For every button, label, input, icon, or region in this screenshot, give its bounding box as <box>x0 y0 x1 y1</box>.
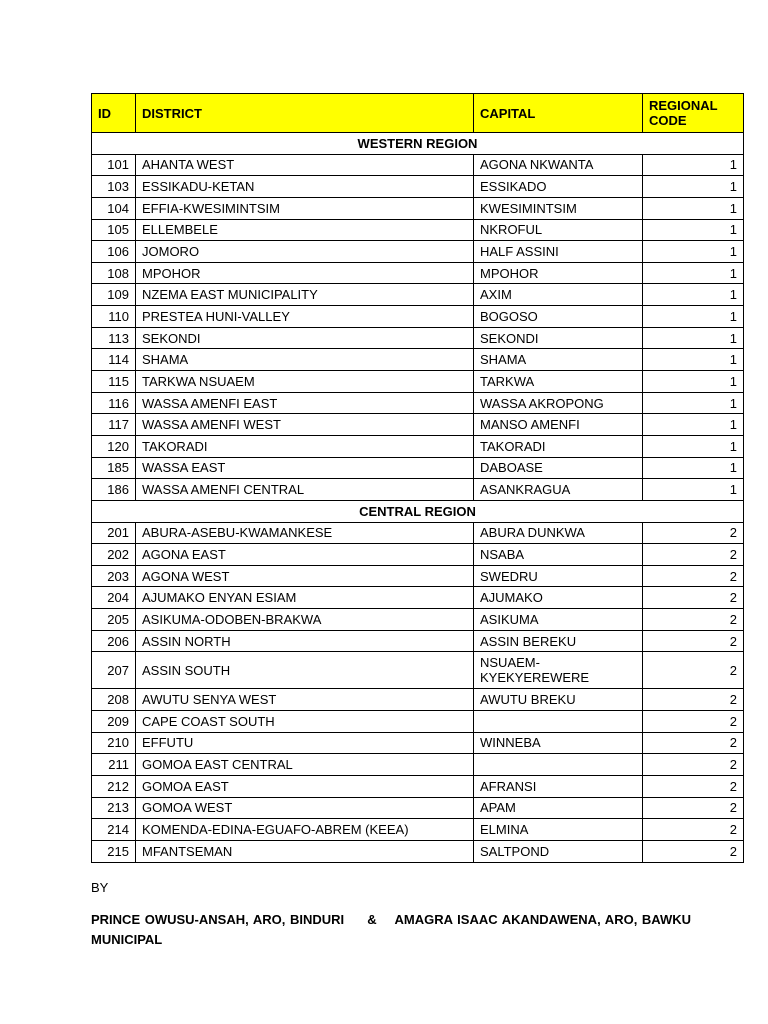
cell-regional-code: 1 <box>643 414 744 436</box>
cell-capital: ASSIN BEREKU <box>474 630 643 652</box>
cell-capital: SEKONDI <box>474 327 643 349</box>
cell-district: MPOHOR <box>136 262 474 284</box>
table-row <box>92 327 744 349</box>
cell-district: AGONA WEST <box>136 565 474 587</box>
cell-id: 202 <box>92 544 136 566</box>
cell-district: TARKWA NSUAEM <box>136 371 474 393</box>
header-regional-code: REGIONAL CODE <box>643 94 744 133</box>
cell-district: KOMENDA-EDINA-EGUAFO-ABREM (KEEA) <box>136 819 474 841</box>
cell-regional-code: 1 <box>643 306 744 328</box>
authors-line: PRINCE OWUSU-ANSAH, ARO, BINDURI & AMAGRA ISAAC AKANDAWENA, ARO, BAWKU MUNICIPAL <box>91 912 696 947</box>
table-row <box>92 544 744 566</box>
cell-regional-code: 2 <box>643 565 744 587</box>
cell-district: CAPE COAST SOUTH <box>136 711 474 733</box>
table-row <box>92 587 744 609</box>
table-row <box>92 457 744 479</box>
cell-district: AGONA EAST <box>136 544 474 566</box>
cell-id: 203 <box>92 565 136 587</box>
region-name: CENTRAL REGION <box>92 500 744 522</box>
cell-regional-code: 2 <box>643 754 744 776</box>
table-row <box>92 630 744 652</box>
cell-regional-code: 2 <box>643 732 744 754</box>
table-row <box>92 711 744 733</box>
cell-regional-code: 2 <box>643 587 744 609</box>
cell-id: 210 <box>92 732 136 754</box>
table-row <box>92 754 744 776</box>
cell-district: PRESTEA HUNI-VALLEY <box>136 306 474 328</box>
table-row <box>92 652 744 689</box>
cell-capital <box>474 754 643 776</box>
cell-district: ESSIKADU-KETAN <box>136 176 474 198</box>
cell-capital: KWESIMINTSIM <box>474 197 643 219</box>
table-row <box>92 732 744 754</box>
cell-regional-code: 2 <box>643 775 744 797</box>
cell-id: 214 <box>92 819 136 841</box>
cell-id: 116 <box>92 392 136 414</box>
cell-capital: ESSIKADO <box>474 176 643 198</box>
table-row <box>92 306 744 328</box>
cell-district: SHAMA <box>136 349 474 371</box>
table-row <box>92 371 744 393</box>
table-row <box>92 435 744 457</box>
cell-regional-code: 1 <box>643 392 744 414</box>
cell-capital: ELMINA <box>474 819 643 841</box>
cell-district: EFFUTU <box>136 732 474 754</box>
cell-regional-code: 1 <box>643 435 744 457</box>
cell-district: GOMOA EAST <box>136 775 474 797</box>
cell-regional-code: 1 <box>643 327 744 349</box>
cell-district: GOMOA EAST CENTRAL <box>136 754 474 776</box>
cell-district: JOMORO <box>136 241 474 263</box>
cell-id: 113 <box>92 327 136 349</box>
cell-capital: SALTPOND <box>474 840 643 862</box>
table-body <box>92 133 744 863</box>
cell-id: 114 <box>92 349 136 371</box>
cell-regional-code: 2 <box>643 711 744 733</box>
header-capital: CAPITAL <box>474 94 643 133</box>
cell-id: 206 <box>92 630 136 652</box>
table-row <box>92 349 744 371</box>
cell-capital: AXIM <box>474 284 643 306</box>
cell-capital: TARKWA <box>474 371 643 393</box>
table-row <box>92 241 744 263</box>
cell-regional-code: 2 <box>643 609 744 631</box>
cell-regional-code: 1 <box>643 371 744 393</box>
cell-regional-code: 2 <box>643 630 744 652</box>
cell-district: TAKORADI <box>136 435 474 457</box>
cell-capital: MANSO AMENFI <box>474 414 643 436</box>
cell-regional-code: 1 <box>643 349 744 371</box>
cell-regional-code: 2 <box>643 689 744 711</box>
cell-id: 106 <box>92 241 136 263</box>
cell-capital: DABOASE <box>474 457 643 479</box>
table-row <box>92 197 744 219</box>
cell-id: 185 <box>92 457 136 479</box>
header-row <box>92 94 744 133</box>
cell-id: 207 <box>92 652 136 689</box>
cell-district: ABURA-ASEBU-KWAMANKESE <box>136 522 474 544</box>
cell-id: 212 <box>92 775 136 797</box>
cell-district: ASSIN NORTH <box>136 630 474 652</box>
table-row <box>92 392 744 414</box>
cell-regional-code: 1 <box>643 176 744 198</box>
table-row <box>92 775 744 797</box>
cell-regional-code: 2 <box>643 840 744 862</box>
cell-id: 110 <box>92 306 136 328</box>
cell-district: AHANTA WEST <box>136 154 474 176</box>
cell-capital: NKROFUL <box>474 219 643 241</box>
cell-district: GOMOA WEST <box>136 797 474 819</box>
cell-id: 211 <box>92 754 136 776</box>
cell-capital: AWUTU BREKU <box>474 689 643 711</box>
cell-district: ASSIN SOUTH <box>136 652 474 689</box>
cell-district: MFANTSEMAN <box>136 840 474 862</box>
table-row <box>92 797 744 819</box>
table-row <box>92 819 744 841</box>
cell-district: AJUMAKO ENYAN ESIAM <box>136 587 474 609</box>
cell-regional-code: 1 <box>643 262 744 284</box>
table-row <box>92 219 744 241</box>
table-row <box>92 154 744 176</box>
cell-regional-code: 2 <box>643 522 744 544</box>
cell-district: WASSA AMENFI CENTRAL <box>136 479 474 501</box>
cell-id: 103 <box>92 176 136 198</box>
cell-id: 204 <box>92 587 136 609</box>
cell-capital: HALF ASSINI <box>474 241 643 263</box>
cell-capital: AFRANSI <box>474 775 643 797</box>
cell-capital: AGONA NKWANTA <box>474 154 643 176</box>
cell-capital: ABURA DUNKWA <box>474 522 643 544</box>
cell-capital: APAM <box>474 797 643 819</box>
cell-regional-code: 2 <box>643 797 744 819</box>
cell-district: ASIKUMA-ODOBEN-BRAKWA <box>136 609 474 631</box>
cell-regional-code: 1 <box>643 154 744 176</box>
table-row <box>92 689 744 711</box>
region-row <box>92 500 744 522</box>
cell-district: WASSA AMENFI WEST <box>136 414 474 436</box>
region-row <box>92 133 744 155</box>
table-row <box>92 609 744 631</box>
cell-id: 213 <box>92 797 136 819</box>
cell-id: 108 <box>92 262 136 284</box>
cell-regional-code: 1 <box>643 197 744 219</box>
cell-id: 208 <box>92 689 136 711</box>
cell-id: 209 <box>92 711 136 733</box>
cell-id: 105 <box>92 219 136 241</box>
districts-table <box>91 93 744 863</box>
cell-regional-code: 1 <box>643 457 744 479</box>
cell-district: NZEMA EAST MUNICIPALITY <box>136 284 474 306</box>
cell-capital: ASIKUMA <box>474 609 643 631</box>
cell-district: WASSA AMENFI EAST <box>136 392 474 414</box>
header-district: DISTRICT <box>136 94 474 133</box>
cell-district: EFFIA-KWESIMINTSIM <box>136 197 474 219</box>
cell-capital: ASANKRAGUA <box>474 479 643 501</box>
cell-capital: WINNEBA <box>474 732 643 754</box>
table-row <box>92 414 744 436</box>
cell-district: SEKONDI <box>136 327 474 349</box>
cell-regional-code: 2 <box>643 652 744 689</box>
cell-id: 109 <box>92 284 136 306</box>
cell-capital <box>474 711 643 733</box>
cell-capital: TAKORADI <box>474 435 643 457</box>
cell-id: 104 <box>92 197 136 219</box>
cell-capital: NSUAEM-KYEKYEREWERE <box>474 652 643 689</box>
cell-district: WASSA EAST <box>136 457 474 479</box>
cell-district: ELLEMBELE <box>136 219 474 241</box>
cell-capital: MPOHOR <box>474 262 643 284</box>
cell-regional-code: 2 <box>643 819 744 841</box>
region-name: WESTERN REGION <box>92 133 744 155</box>
cell-capital: SHAMA <box>474 349 643 371</box>
cell-district: AWUTU SENYA WEST <box>136 689 474 711</box>
table-row <box>92 522 744 544</box>
cell-capital: AJUMAKO <box>474 587 643 609</box>
table-row <box>92 262 744 284</box>
cell-regional-code: 2 <box>643 544 744 566</box>
cell-id: 120 <box>92 435 136 457</box>
cell-capital: SWEDRU <box>474 565 643 587</box>
cell-id: 215 <box>92 840 136 862</box>
cell-capital: WASSA AKROPONG <box>474 392 643 414</box>
cell-id: 117 <box>92 414 136 436</box>
cell-id: 115 <box>92 371 136 393</box>
cell-regional-code: 1 <box>643 219 744 241</box>
table-row <box>92 284 744 306</box>
table-row <box>92 565 744 587</box>
cell-id: 101 <box>92 154 136 176</box>
cell-id: 205 <box>92 609 136 631</box>
table-row <box>92 479 744 501</box>
cell-regional-code: 1 <box>643 479 744 501</box>
cell-capital: BOGOSO <box>474 306 643 328</box>
cell-id: 186 <box>92 479 136 501</box>
by-label: BY <box>91 880 109 895</box>
cell-regional-code: 1 <box>643 241 744 263</box>
cell-capital: NSABA <box>474 544 643 566</box>
table-row <box>92 176 744 198</box>
cell-regional-code: 1 <box>643 284 744 306</box>
table-row <box>92 840 744 862</box>
cell-id: 201 <box>92 522 136 544</box>
header-id: ID <box>92 94 136 133</box>
